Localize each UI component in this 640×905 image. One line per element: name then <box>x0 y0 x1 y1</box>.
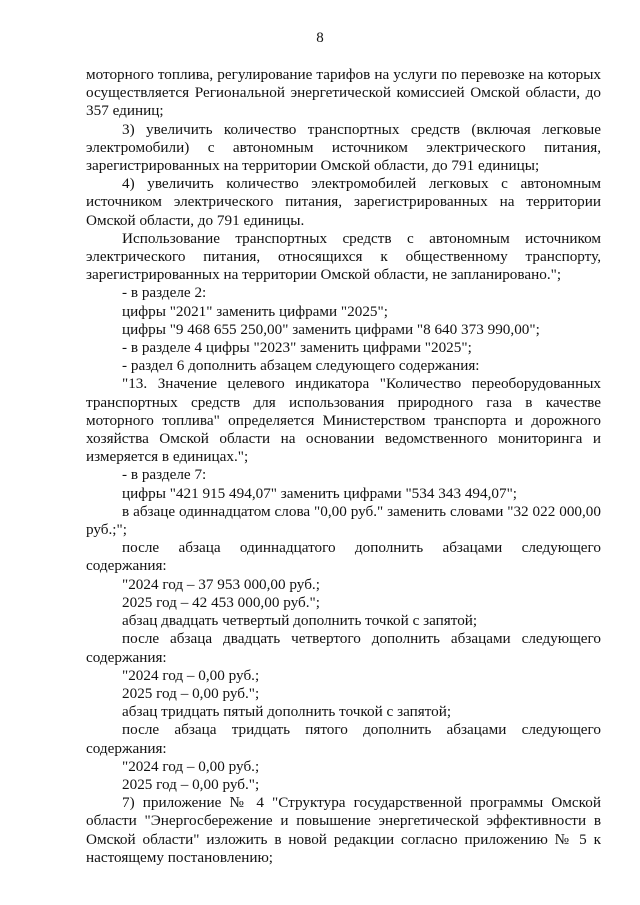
paragraph: цифры "9 468 655 250,00" заменить цифрами "8 640 373 990,00"; <box>122 320 540 338</box>
paragraph: 2025 год – 0,00 руб."; <box>122 775 260 793</box>
paragraph: Использование транспортных средств с автономным источником электрического питания, относящихся к общественному транспорту, зарегистрированных на территории Омской области, не запланировано."; <box>86 229 601 284</box>
paragraph: 2025 год – 42 453 000,00 руб."; <box>122 593 320 611</box>
paragraph: абзац тридцать пятый дополнить точкой с запятой; <box>122 703 452 721</box>
paragraph: после абзаца одиннадцатого дополнить абзацами следующего содержания: <box>86 539 601 575</box>
paragraph: абзац двадцать четвертый дополнить точкой с запятой; <box>122 612 478 630</box>
paragraph: - в разделе 2: <box>122 284 207 302</box>
paragraph: 3) увеличить количество транспортных средств (включая легковые электромобили) с автономным источником электрического питания, зарегистрированных на территории Омской области, до 791 единицы; <box>86 120 601 175</box>
paragraph: - в разделе 4 цифры "2023" заменить цифрами "2025"; <box>122 339 472 357</box>
paragraph: "13. Значение целевого индикатора "Количество переоборудованных транспортных средств для использования природного газа в качестве моторного топлива" определяется Министерством транспорта и дорожного хозяйства Омской области на основании ведомственного мониторинга и измеряется в единицах."; <box>86 375 601 466</box>
paragraph: после абзаца тридцать пятого дополнить абзацами следующего содержания: <box>86 721 601 757</box>
paragraph: 4) увеличить количество электромобилей легковых с автономным источником электрического питания, зарегистрированных на территории Омской области, до 791 единицы. <box>86 175 601 229</box>
paragraph: "2024 год – 0,00 руб.; <box>122 757 260 775</box>
paragraph: - в разделе 7: <box>122 466 207 484</box>
paragraph: после абзаца двадцать четвертого дополнить абзацами следующего содержания: <box>86 630 601 666</box>
paragraph: цифры "2021" заменить цифрами "2025"; <box>122 302 388 320</box>
paragraph: - раздел 6 дополнить абзацем следующего содержания: <box>122 357 480 375</box>
paragraph: цифры "421 915 494,07" заменить цифрами "534 343 494,07"; <box>122 484 518 502</box>
document-body <box>86 66 601 867</box>
paragraph: в абзаце одиннадцатом слова "0,00 руб." заменить словами "32 022 000,00 руб.;"; <box>86 502 601 539</box>
paragraph: 7) приложение № 4 "Структура государственной программы Омской области "Энергосбережение и повышение энергетической эффективности в Омской области" изложить в новой редакции согласно приложению № 5 к настоящему постановлению; <box>86 794 601 866</box>
paragraph: "2024 год – 0,00 руб.; <box>122 666 260 684</box>
paragraph: "2024 год – 37 953 000,00 руб.; <box>122 575 320 593</box>
paragraph: 2025 год – 0,00 руб."; <box>122 684 260 702</box>
paragraph: моторного топлива, регулирование тарифов на услуги по перевозке на которых осуществляется Региональной энергетической комиссией Омской области, до 357 единиц; <box>86 66 601 120</box>
page-number: 8 <box>316 30 324 46</box>
